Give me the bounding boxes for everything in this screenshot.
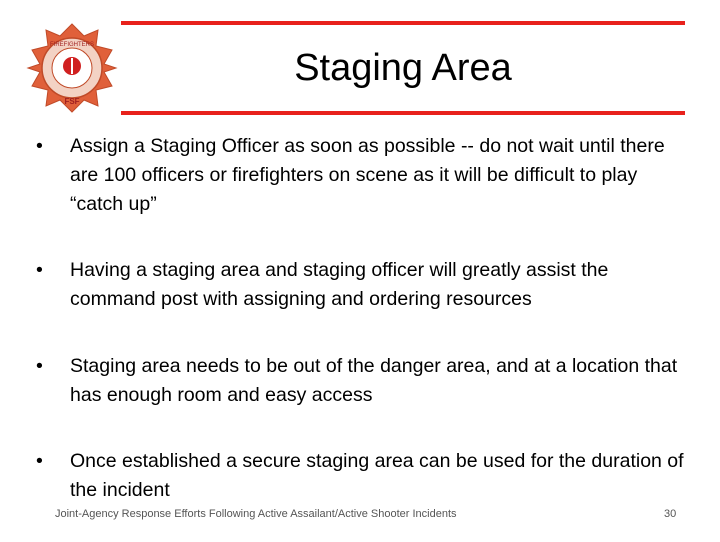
bullet-dot-icon: • (36, 259, 43, 281)
bullet-item (36, 447, 686, 505)
bullet-text: Assign a Staging Officer as soon as possible -- do not wait until there are 100 officers or firefighters on scene as it will be difficult to play “catch up” (70, 135, 665, 215)
title-rule-top (121, 21, 685, 25)
bullet-dot-icon: • (36, 355, 43, 377)
bullet-item (36, 352, 686, 410)
page-number: 30 (664, 508, 677, 520)
bullet-item (36, 132, 686, 219)
slide-footer: Joint-Agency Response Efforts Following Active Assailant/Active Shooter Incidents (55, 508, 457, 520)
slide-title: Staging Area (294, 47, 512, 89)
bullet-dot-icon: • (36, 450, 43, 472)
bullet-item (36, 256, 686, 314)
bullet-text: Once established a secure staging area can be used for the duration of the incident (70, 450, 684, 501)
title-rule-bottom (121, 111, 685, 115)
bullet-text: Staging area needs to be out of the danger area, and at a location that has enough room and easy access (70, 355, 678, 406)
bullet-text: Having a staging area and staging officer will greatly assist the command post with assigning and ordering resources (70, 259, 609, 310)
firefighter-emblem-icon (26, 22, 118, 114)
logo-bottom-text: FSF (64, 97, 80, 106)
bullet-list (36, 132, 686, 542)
bullet-dot-icon: • (36, 135, 43, 157)
logo-top-text: FIREFIGHTERS (49, 42, 95, 48)
